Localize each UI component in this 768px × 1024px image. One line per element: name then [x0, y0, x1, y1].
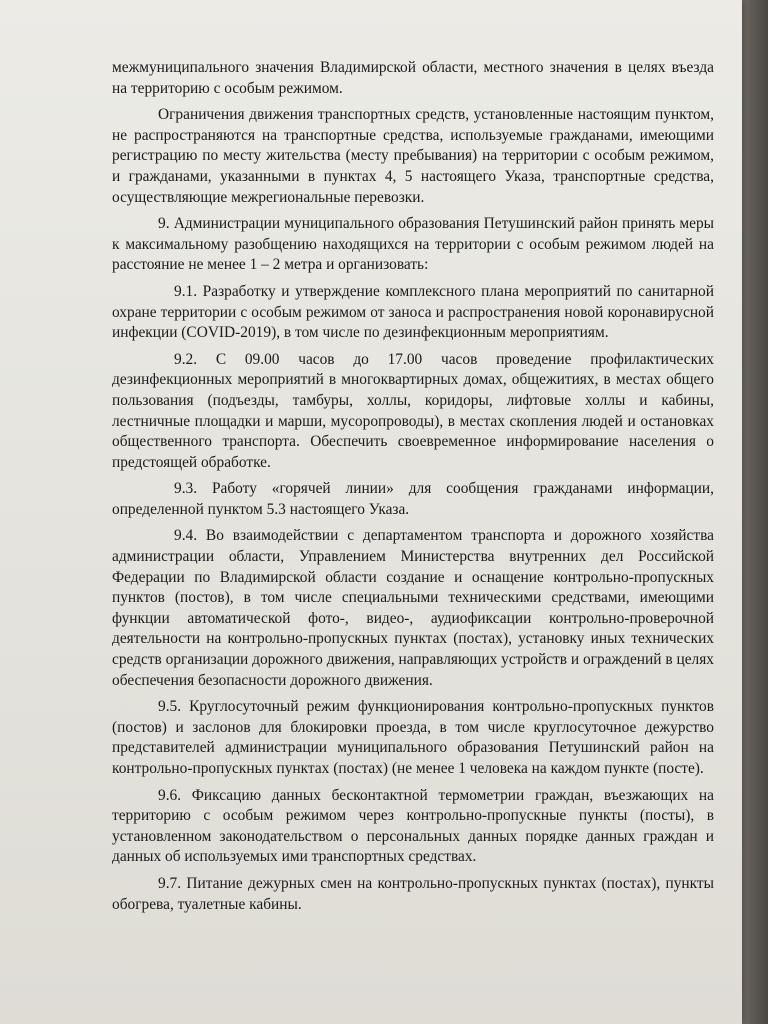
paragraph-traffic-exceptions: Ограничения движения транспортных средств, установленные настоящим пунктом, не распространяются на транспортные средства, используемые гражданами, имеющими регистрацию по месту жительства (месту пребывания) на территории с особым режимом, и гражданами, указанными в пунктах 4, 5 настоящего Указа, транспортные средства, осуществляющие межрегиональные перевозки. [112, 106, 714, 206]
paragraph-item-9: 9. Администрации муниципального образования Петушинский район принять меры к максимальному разобщению находящихся на территории с особым режимом людей на расстояние не менее 1 – 2 метра и организовать: [112, 215, 714, 274]
paragraph-item-9-6: 9.6. Фиксацию данных бесконтактной термометрии граждан, въезжающих на территорию с особым режимом через контрольно-пропускные пункты (посты), в установленном законодательством о персональных данных порядке данных граждан и данных об используемых ими транспортных средствах. [112, 786, 714, 866]
paragraph-continuation: межмуниципального значения Владимирской области, местного значения в целях въезда на территорию с особым режимом. [112, 59, 714, 97]
paragraph-item-9-7: 9.7. Питание дежурных смен на контрольно-пропускных пунктах (постах), пункты обогрева, туалетные кабины. [112, 874, 714, 913]
paragraph-item-9-2: 9.2. С 09.00 часов до 17.00 часов проведение профилактических дезинфекционных мероприятий в многоквартирных домах, общежитиях, в местах общего пользования (подъезды, тамбуры, холлы, коридоры, лифтовые холлы и кабины, лестничные площадки и марши, мусоропроводы), в местах скопления людей и остановках общественного транспорта. Обеспечить своевременное информирование населения о предстоящей обработке. [112, 350, 714, 471]
paragraph-item-9-5: 9.5. Круглосуточный режим функционирования контрольно-пропускных пунктов (постов) и заслонов для блокировки проезда, в том числе круглосуточное дежурство представителей администрации муниципального образования Петушинский район на контрольно-пропускных пунктах (постах) (не менее 1 человека на каждом пункте (посте). [112, 698, 714, 777]
paragraph-item-9-3: 9.3. Работу «горячей линии» для сообщения гражданами информации, определенной пунктом 5.3 настоящего Указа. [112, 480, 714, 518]
document-body [112, 58, 714, 921]
paragraph-item-9-4: 9.4. Во взаимодействии с департаментом транспорта и дорожного хозяйства администрации области, Управлением Министерства внутренних дел Российской Федерации по Владимирской области создание и оснащение контрольно-пропускных пунктов (постов), в том числе специальными техническими средствами, имеющими функции автоматической фото-, видео-, аудиофиксации контрольно-проверочной деятельности на контрольно-пропускных пунктах (постах), установку иных технических средств организации дорожного движения, направляющих устройств и ограждений в целях обеспечения безопасности дорожного движения. [112, 527, 714, 689]
paragraph-item-9-1: 9.1. Разработку и утверждение комплексного плана мероприятий по санитарной охране территории с особым режимом от заноса и распространения новой коронавирусной инфекции (COVID-2019), в том числе по дезинфекционным мероприятиям. [112, 282, 714, 342]
